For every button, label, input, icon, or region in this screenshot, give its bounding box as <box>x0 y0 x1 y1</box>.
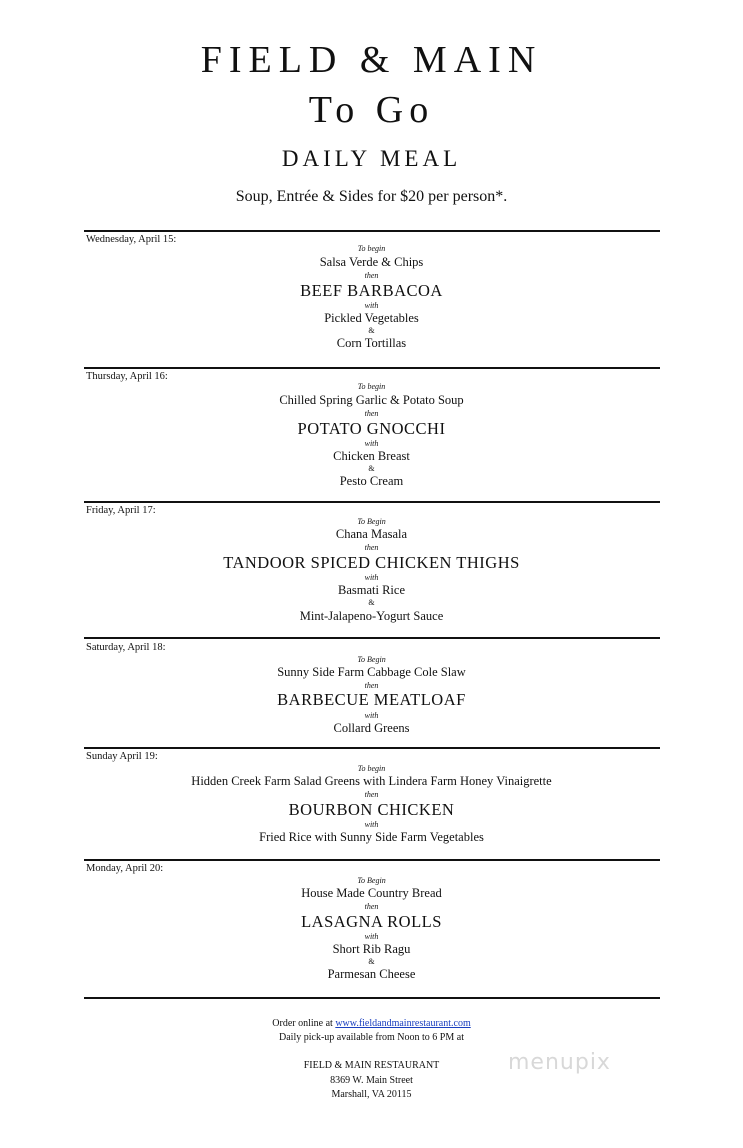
to-begin-label: To Begin <box>357 517 386 526</box>
day-label: Wednesday, April 15: <box>86 234 177 245</box>
to-begin-label: To Begin <box>357 655 386 664</box>
brand-title: FIELD & MAIN <box>200 39 543 81</box>
day-label: Sunday April 19: <box>86 751 158 762</box>
main-course: BARBECUE MEATLOAF <box>277 690 466 709</box>
with-label: with <box>364 932 379 941</box>
order-line <box>0 1018 743 1029</box>
divider <box>84 367 660 369</box>
then-label: then <box>364 681 379 690</box>
starter: Chilled Spring Garlic & Potato Soup <box>279 393 464 407</box>
divider <box>84 859 660 861</box>
to-begin-label: To begin <box>357 764 386 773</box>
divider <box>84 501 660 503</box>
day-label: Thursday, April 16: <box>86 371 168 382</box>
promo-text: Soup, Entrée & Sides for $20 per person*. <box>235 188 508 205</box>
main-course: BOURBON CHICKEN <box>288 800 455 819</box>
starter: Sunny Side Farm Cabbage Cole Slaw <box>277 665 466 679</box>
main-course: LASAGNA ROLLS <box>301 912 442 931</box>
section-title: DAILY MEAL <box>281 146 462 171</box>
side-2: Mint-Jalapeno-Yogurt Sauce <box>299 609 444 623</box>
main-course: TANDOOR SPICED CHICKEN THIGHS <box>223 553 520 572</box>
ampersand: & <box>368 326 375 335</box>
to-begin-label: To begin <box>357 244 386 253</box>
then-label: then <box>364 790 379 799</box>
then-label: then <box>364 271 379 280</box>
then-label: then <box>364 409 379 418</box>
starter: Chana Masala <box>335 527 408 541</box>
restaurant-name: FIELD & MAIN RESTAURANT <box>303 1060 440 1071</box>
subtitle: To Go <box>308 89 435 131</box>
then-label: then <box>364 902 379 911</box>
day-label: Monday, April 20: <box>86 863 164 874</box>
divider <box>84 230 660 232</box>
watermark: menupix <box>508 1050 611 1075</box>
to-begin-label: To begin <box>357 382 386 391</box>
with-label: with <box>364 573 379 582</box>
starter: Salsa Verde & Chips <box>319 255 424 269</box>
website-link[interactable]: www.fieldandmainrestaurant.com <box>335 1018 471 1029</box>
ampersand: & <box>368 957 375 966</box>
street-address: 8369 W. Main Street <box>330 1075 413 1086</box>
main-course: BEEF BARBACOA <box>300 281 443 300</box>
city-address: Marshall, VA 20115 <box>331 1089 412 1100</box>
ampersand: & <box>368 598 375 607</box>
to-begin-label: To Begin <box>357 876 386 885</box>
with-label: with <box>364 301 379 310</box>
side-1: Pickled Vegetables <box>324 311 419 325</box>
starter: Hidden Creek Farm Salad Greens with Lindera Farm Honey Vinaigrette <box>191 774 552 788</box>
then-label: then <box>364 543 379 552</box>
divider <box>84 997 660 999</box>
side-1: Collard Greens <box>333 721 410 735</box>
side-2: Parmesan Cheese <box>327 967 416 981</box>
with-label: with <box>364 439 379 448</box>
divider <box>84 747 660 749</box>
side-1: Fried Rice with Sunny Side Farm Vegetables <box>259 830 484 844</box>
starter: House Made Country Bread <box>301 886 442 900</box>
day-label: Friday, April 17: <box>86 505 156 516</box>
side-1: Basmati Rice <box>338 583 405 597</box>
side-1: Short Rib Ragu <box>332 942 411 956</box>
day-label: Saturday, April 18: <box>86 642 166 653</box>
ampersand: & <box>368 464 375 473</box>
side-1: Chicken Breast <box>333 449 410 463</box>
pickup-text: Daily pick-up available from Noon to 6 PM at <box>279 1032 464 1043</box>
with-label: with <box>364 820 379 829</box>
divider <box>84 637 660 639</box>
order-text: Order online at <box>272 1018 333 1029</box>
with-label: with <box>364 711 379 720</box>
main-course: POTATO GNOCCHI <box>297 419 446 438</box>
side-2: Pesto Cream <box>339 474 404 488</box>
side-2: Corn Tortillas <box>336 336 407 350</box>
